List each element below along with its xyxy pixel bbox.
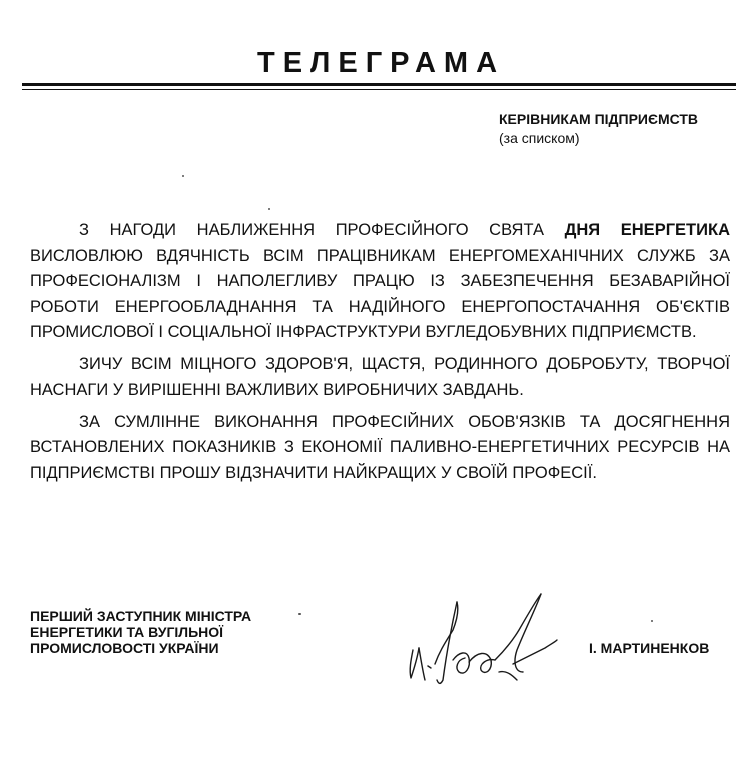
position-line-1: ПЕРШИЙ ЗАСТУПНИК МІНІСТРА [30, 608, 252, 624]
position-line-3: ПРОМИСЛОВОСТІ УКРАЇНИ [30, 640, 219, 656]
position-line-2: ЕНЕРГЕТИКИ ТА ВУГІЛЬНОЇ [30, 624, 224, 640]
recipient-note: (за списком) [499, 130, 580, 146]
paragraph-request: ЗА СУМЛІННЕ ВИКОНАННЯ ПРОФЕСІЙНИХ ОБОВ'ЯЗКІВ ТА ДОСЯГНЕННЯ ВСТАНОВЛЕНИХ ПОКАЗНИКІВ З ЕКОНОМІЇ ПАЛИВНО-ЕНЕРГЕТИЧНИХ РЕСУРСІВ НА ПІДПРИЄМСТВІ ПРОШУ ВІДЗНАЧИТИ НАЙКРАЩИХ У СВОЇЙ ПРОФЕСІЇ. [30, 412, 730, 482]
scan-speck [651, 620, 653, 622]
paragraph-greeting [30, 218, 730, 346]
signer-name: І. МАРТИНЕНКОВ [589, 640, 710, 656]
recipient-line: КЕРІВНИКАМ ПІДПРИЄМСТВ [499, 111, 699, 127]
scan-speck [182, 175, 184, 177]
recipient-block [499, 110, 698, 148]
scan-speck [298, 613, 301, 615]
scan-speck [268, 208, 270, 210]
paragraph-greeting-end: ВИСЛОВЛЮЮ ВДЯЧНІСТЬ ВСІМ ПРАЦІВНИКАМ ЕНЕРГОМЕХАНІЧНИХ СЛУЖБ ЗА ПРОФЕСІОНАЛІЗМ І НАПОЛЕГЛИВУ ПРАЦЮ ІЗ ЗАБЕЗПЕЧЕННЯ БЕЗАВАРІЙНОЇ РОБОТИ ЕНЕРГООБЛАДНАННЯ ТА НАДІЙНОГО ЕНЕРГОПОСТАЧАННЯ ОБ'ЄКТІВ ПРОМИСЛОВОЇ І СОЦІАЛЬНОЇ ІНФРАСТРУКТУРИ ВУГЛЕДОБУВНИХ ПІДПРИЄМСТВ. [30, 246, 730, 341]
signatory-position [30, 608, 251, 656]
handwritten-signature-icon [395, 580, 580, 690]
telegram-body [30, 218, 730, 493]
telegram-title: ТЕЛЕГРАМА [256, 47, 506, 79]
title-rule-thick [22, 83, 736, 86]
title-rule-thin [22, 89, 736, 90]
paragraph-greeting-start: З НАГОДИ НАБЛИЖЕННЯ ПРОФЕСІЙНОГО СВЯТА [79, 221, 565, 239]
paragraph-wishes: ЗИЧУ ВСІМ МІЦНОГО ЗДОРОВ'Я, ЩАСТЯ, РОДИННОГО ДОБРОБУТУ, ТВОРЧОЇ НАСНАГИ У ВИРІШЕННІ ВАЖЛИВИХ ВИРОБНИЧИХ ЗАВДАНЬ. [30, 355, 730, 399]
holiday-name: ДНЯ ЕНЕРГЕТИКА [564, 221, 730, 239]
